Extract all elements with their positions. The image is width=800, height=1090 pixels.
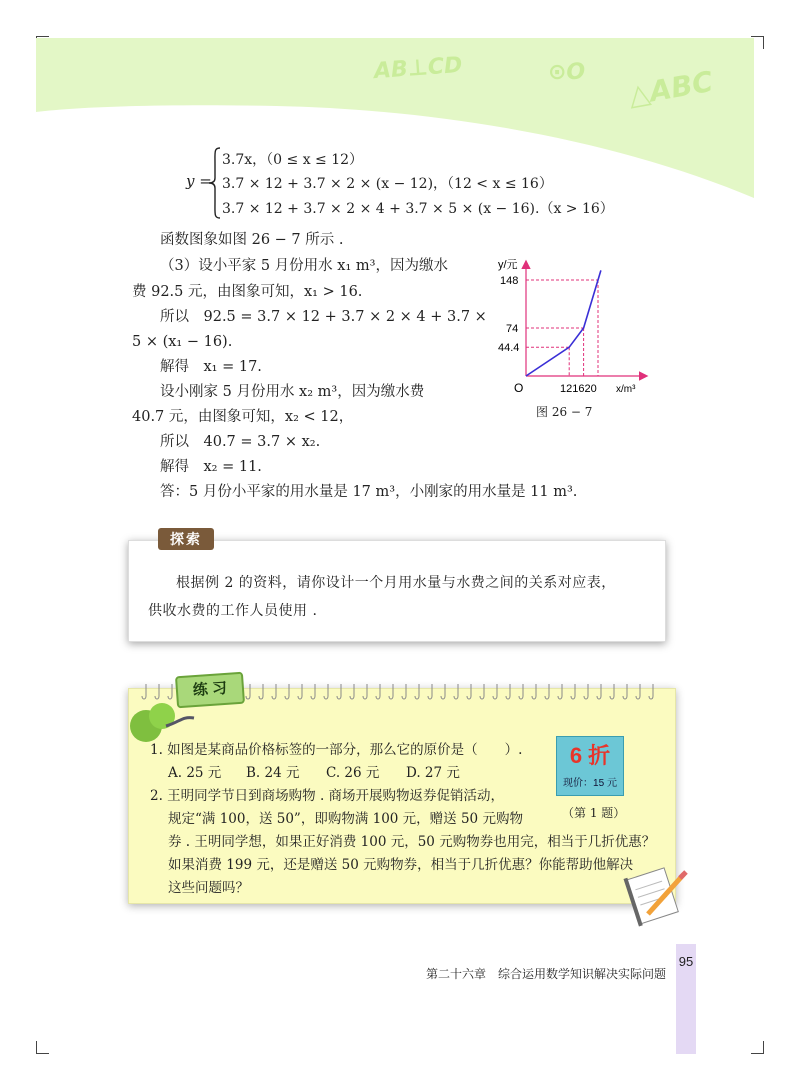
- spiral-ring: [285, 684, 289, 699]
- spiral-ring: [324, 684, 328, 699]
- spiral-ring: [636, 684, 640, 699]
- q1-option-a: A. 25 元: [168, 765, 222, 781]
- spiral-ring: [402, 684, 406, 699]
- page-number: 95: [678, 954, 694, 969]
- equation-brace: [208, 146, 222, 220]
- notebook-pencil-icon: [620, 860, 690, 930]
- spiral-ring: [337, 684, 341, 699]
- solution-line-7: 设小刚家 5 月份用水 x₂ m³，因为缴水费: [160, 384, 425, 400]
- spiral-ring: [558, 684, 562, 699]
- q1-option-d: D. 27 元: [406, 765, 460, 781]
- price-tag-price: 现价：15 元: [563, 778, 617, 789]
- chapter-footer: 第二十六章 综合运用数学知识解决实际问题: [425, 967, 666, 981]
- spiral-ring: [363, 684, 367, 699]
- spiral-ring: [389, 684, 393, 699]
- header-symbol-triangle: △ABC: [625, 64, 716, 113]
- solution-line-3: 费 92.5 元，由图象可知，x₁ > 16.: [132, 284, 363, 300]
- spiral-ring: [415, 684, 419, 699]
- price-tag: [556, 736, 624, 796]
- spiral-ring: [454, 684, 458, 699]
- spiral-ring: [428, 684, 432, 699]
- solution-line-9: 所以 40.7 = 3.7 × x₂.: [160, 434, 321, 450]
- crop-mark-bottom-left: [36, 1041, 49, 1054]
- practice-tag: 练 习: [175, 672, 245, 709]
- question-1-figure-caption: （第 1 题）: [562, 806, 626, 820]
- spiral-ring: [571, 684, 575, 699]
- spiral-ring: [584, 684, 588, 699]
- explore-text-line-1: 根据例 2 的资料，请你设计一个月用水量与水费之间的关系对应表，: [176, 575, 616, 591]
- practice-question-2-line-4: 如果消费 199 元，还是赠送 50 元购物券，相当于几折优惠？你能帮助他解决: [168, 857, 634, 873]
- spiral-ring: [610, 684, 614, 699]
- equation-case-3: 3.7 × 12 + 3.7 × 2 × 4 + 3.7 × 5 × (x − 16).（x > 16）: [222, 201, 614, 217]
- x-tick-labels: 121620: [560, 383, 597, 395]
- header-symbol-perpendicular: AB⊥CD: [373, 52, 464, 85]
- spiral-ring: [623, 684, 627, 699]
- solution-line-8: 40.7 元，由图象可知，x₂ < 12，: [132, 409, 354, 425]
- spiral-ring: [311, 684, 315, 699]
- equation-case-1: 3.7x，（0 ≤ x ≤ 12）: [222, 152, 364, 168]
- q1-option-b: B. 24 元: [246, 765, 300, 781]
- spiral-ring: [545, 684, 549, 699]
- solution-line-2: （3）设小平家 5 月份用水 x₁ m³，因为缴水: [160, 258, 448, 274]
- spiral-ring: [597, 684, 601, 699]
- spiral-ring: [519, 684, 523, 699]
- spiral-ring: [350, 684, 354, 699]
- spiral-ring: [493, 684, 497, 699]
- practice-question-2-line-1: 2. 王明同学节日到商场购物 . 商场开展购物返券促销活动，: [150, 788, 505, 804]
- y-tick-label-44-4: 44.4: [498, 342, 520, 355]
- y-tick-label-74: 74: [506, 323, 519, 335]
- spiral-ring: [532, 684, 536, 699]
- equation-lhs: y =: [186, 172, 212, 190]
- spiral-ring: [480, 684, 484, 699]
- y-axis-label: y/元: [498, 259, 518, 271]
- spiral-ring: [272, 684, 276, 699]
- origin-label: O: [514, 381, 524, 395]
- solution-line-10: 解得 x₂ = 11.: [160, 459, 262, 475]
- practice-question-2-line-3: 券 . 王明同学想，如果正好消费 100 元，50 元购物券也用完，相当于几折优惠？: [168, 834, 656, 850]
- solution-line-5: 5 × (x₁ − 16).: [132, 334, 233, 350]
- spiral-ring: [298, 684, 302, 699]
- explore-text-line-2: 供收水费的工作人员使用 .: [148, 603, 318, 619]
- chart-series-line: [526, 270, 601, 376]
- spiral-ring: [506, 684, 510, 699]
- explore-tag: 探索: [158, 528, 214, 550]
- solution-line-4: 所以 92.5 = 3.7 × 12 + 3.7 × 2 × 4 + 3.7 ×: [160, 309, 487, 325]
- y-tick-label-148: 148: [500, 275, 519, 287]
- spiral-ring: [246, 684, 250, 699]
- chart-guides: [526, 280, 598, 376]
- figure-26-7-chart: [480, 250, 660, 400]
- price-tag-discount: 6 折: [569, 743, 611, 768]
- crop-mark-bottom-right: [751, 1041, 764, 1054]
- spiral-ring: [467, 684, 471, 699]
- spiral-ring: [441, 684, 445, 699]
- figure-caption: 图 26 − 7: [536, 405, 593, 419]
- header-symbol-circle: ⊙O: [548, 60, 586, 85]
- spiral-ring: [376, 684, 380, 699]
- practice-question-1: 1. 如图是某商品价格标签的一部分，那么它的原价是（ ）.: [150, 742, 523, 758]
- x-axis-label: x/m³: [616, 384, 636, 395]
- q1-option-c: C. 26 元: [326, 765, 380, 781]
- spiral-ring: [259, 684, 263, 699]
- spiral-ring: [649, 684, 653, 699]
- solution-line-11: 答：5 月份小平家的用水量是 17 m³，小刚家的用水量是 11 m³.: [160, 484, 578, 500]
- practice-question-2-line-5: 这些问题吗？: [168, 880, 249, 896]
- equation-case-2: 3.7 × 12 + 3.7 × 2 × (x − 12)，（12 < x ≤ 16）: [222, 176, 553, 192]
- solution-line-6: 解得 x₁ = 17.: [160, 359, 262, 375]
- solution-line-1: 函数图象如图 26 − 7 所示 .: [160, 232, 344, 248]
- practice-question-2-line-2: 规定“满 100，送 50”，即购物满 100 元，赠送 50 元购物: [168, 811, 523, 827]
